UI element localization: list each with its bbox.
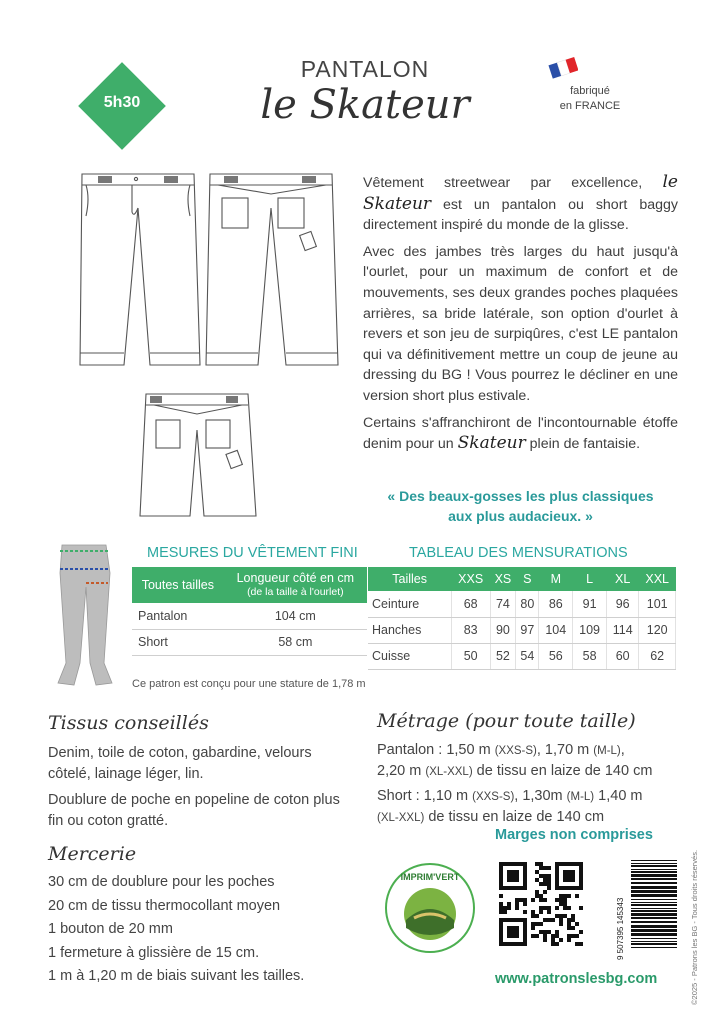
- stature-note: Ce patron est conçu pour une stature de 1,78 m: [132, 678, 366, 690]
- france-flag-icon: [548, 57, 578, 79]
- table-row: Pantalon 104 cm: [132, 603, 367, 629]
- time-badge: [78, 62, 166, 150]
- qr-code: [495, 858, 587, 950]
- notions-title: Mercerie: [48, 843, 137, 865]
- trousers-front-drawing: [80, 174, 200, 365]
- garment-measures-title: MESURES DU VÊTEMENT FINI: [147, 545, 358, 561]
- margins-note: Marges non comprises: [495, 827, 653, 843]
- fabrics-text: Denim, toile de coton, gabardine, velours côtelé, lainage léger, lin. Doublure de poche en popeline de coton plus fin ou coton gratté.: [48, 745, 340, 829]
- copyright: ©2025 - Patrons les BG - Tous droits réservés.: [690, 849, 699, 1005]
- table-row: Hanches 83 90 97 104 109 114 120: [368, 617, 676, 643]
- list-item: 1 bouton de 20 mm: [48, 921, 173, 937]
- size-chart-table: Tailles XXS XS S M L XL XXL Ceinture 68 74 80 86 91 96 101 Hanches 83 90 97 104 109 114 120 Cuisse 50 52 54 56 58 60 62: [368, 567, 676, 670]
- page-title: le Skateur: [260, 82, 470, 128]
- col-header: Longueur côté en cm (de la taille à l'ourlet): [224, 567, 367, 603]
- yardage-title: Métrage (pour toute taille): [377, 710, 636, 732]
- garment-measures-table: [132, 567, 367, 656]
- shorts-drawing: [140, 394, 256, 516]
- garment-drawings: [76, 168, 356, 528]
- made-in-france: fabriqué en FRANCE: [559, 85, 621, 112]
- trousers-back-drawing: [206, 174, 338, 365]
- barcode: [615, 856, 679, 962]
- col-header: Toutes tailles: [132, 567, 224, 603]
- fabrics-title: Tissus conseillés: [48, 712, 209, 734]
- table-row: Ceinture 68 74 80 86 91 96 101: [368, 591, 676, 617]
- list-item: 20 cm de tissu thermocollant moyen: [48, 897, 281, 914]
- eco-logo-text: IMPRIM'VERT: [400, 872, 460, 882]
- list-item: 1 fermeture à glissière de 15 cm.: [48, 944, 260, 961]
- product-name: Skateur: [457, 433, 526, 454]
- list-item: 30 cm de doublure pour les poches: [48, 874, 275, 890]
- size-chart-title: TABLEAU DES MENSURATIONS: [409, 545, 628, 561]
- tagline-quote: « Des beaux-gosses les plus classiques aux plus audacieux. »: [387, 488, 654, 524]
- table-row: Short 58 cm: [132, 629, 367, 655]
- leg-measure-figure: [46, 543, 126, 691]
- list-item: 1 m à 1,20 m de biais suivant les tailles.: [48, 968, 305, 984]
- product-name: le Skateur: [363, 172, 678, 214]
- yardage-text: Pantalon : 1,50 m (XXS-S), 1,70 m (M-L), 2,20 m (XL-XXL) de tissu en laize de 140 cm Short : 1,10 m (XXS-S), 1,30m (M-L) 1,40 m (XL-XXL) de tissu en laize de 140 cm: [377, 742, 653, 825]
- table-row: Cuisse 50 52 54 56 58 60 62: [368, 643, 676, 669]
- description: Vêtement streetwear par excellence, le Skateur est un pantalon ou short baggy directement inspiré du monde de la glisse. Avec des jambes très larges du haut jusqu'à l'ourlet, pour un maximum de confort et de mouvements, ses deux grandes poches plaquées arrières, sa bride latérale, son option d'ourlet à revers et son jeu de surpiqûres, c'est LE pantalon qui va définitivement mettre un coup de jeune au dressing du BG ! Vous pourrez le décliner en une version short plus estivale. Certains s'affranchiront de l'incontournable étoffe denim pour un Skateur plein de fantaisie.: [363, 172, 678, 454]
- barcode-number: 9 507395 145343: [616, 897, 625, 960]
- imprim-vert-logo: [384, 862, 476, 954]
- website-link[interactable]: www.patronslesbg.com: [495, 971, 658, 987]
- title-top: PANTALON: [300, 56, 430, 82]
- time-badge-label: 5h30: [103, 94, 141, 111]
- notions-list: [48, 871, 358, 989]
